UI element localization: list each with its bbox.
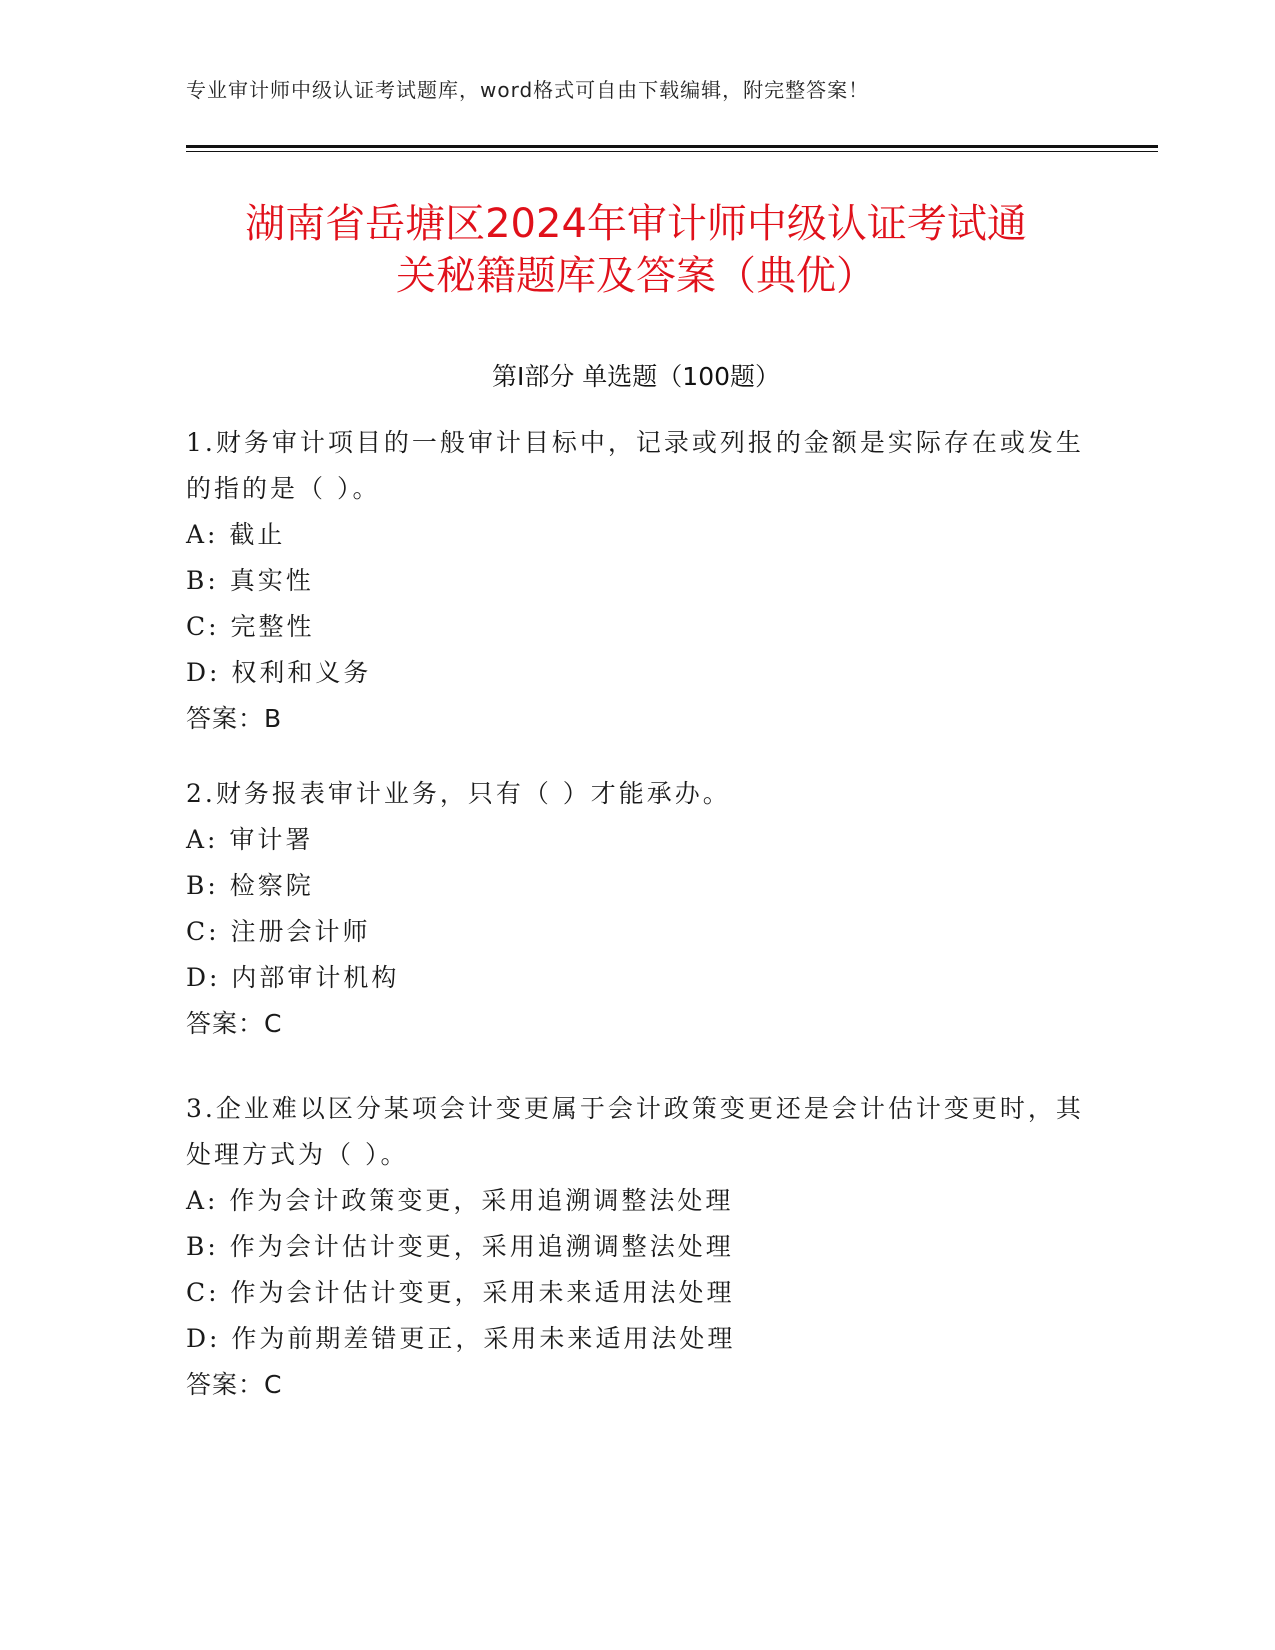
answer-line: [186, 1362, 1086, 1408]
section-title: 第Ⅰ部分 单选题（100题）: [491, 362, 781, 391]
option-c: C: 完整性: [186, 612, 315, 641]
question-1: [186, 420, 1086, 742]
header-divider-thin: [186, 151, 1158, 152]
option-d: D: 作为前期差错更正，采用未来适用法处理: [186, 1324, 736, 1353]
option-a: A: 作为会计政策变更，采用追溯调整法处理: [186, 1186, 734, 1215]
document-title-line-1: 湖南省岳塘区2024年审计师中级认证考试通: [245, 201, 1027, 247]
document-title-line-2: 关秘籍题库及答案（典优）: [396, 253, 876, 299]
document-title: [186, 198, 1086, 302]
question-3: [186, 1086, 1086, 1408]
option-a: A: 截止: [186, 520, 286, 549]
question-stem: 3.企业难以区分某项会计变更属于会计政策变更还是会计估计变更时，其处理方式为（ ）。: [186, 1094, 1084, 1169]
question-2: [186, 771, 1086, 1047]
option-c: C: 作为会计估计变更，采用未来适用法处理: [186, 1278, 735, 1307]
answer-line: [186, 696, 1086, 742]
answer-line: [186, 1001, 1086, 1047]
option-a: A: 审计署: [186, 825, 314, 854]
answer-label: 答案：: [186, 704, 265, 733]
header-divider-thick: [186, 145, 1158, 148]
option-b: B: 真实性: [186, 566, 314, 595]
option-d: D: 权利和义务: [186, 658, 372, 687]
answer-label: 答案：: [186, 1009, 265, 1038]
answer-value: B: [264, 704, 283, 733]
question-stem: 1.财务审计项目的一般审计目标中，记录或列报的金额是实际存在或发生的指的是（ ）。: [186, 428, 1084, 503]
answer-label: 答案：: [186, 1370, 265, 1399]
option-b: B: 检察院: [186, 871, 314, 900]
page-header: 专业审计师中级认证考试题库，word格式可自由下载编辑，附完整答案！: [186, 78, 870, 102]
answer-value: C: [264, 1370, 283, 1399]
question-stem: 2.财务报表审计业务，只有（ ）才能承办。: [186, 779, 731, 808]
option-b: B: 作为会计估计变更，采用追溯调整法处理: [186, 1232, 734, 1261]
option-d: D: 内部审计机构: [186, 963, 400, 992]
answer-value: C: [264, 1009, 283, 1038]
option-c: C: 注册会计师: [186, 917, 371, 946]
